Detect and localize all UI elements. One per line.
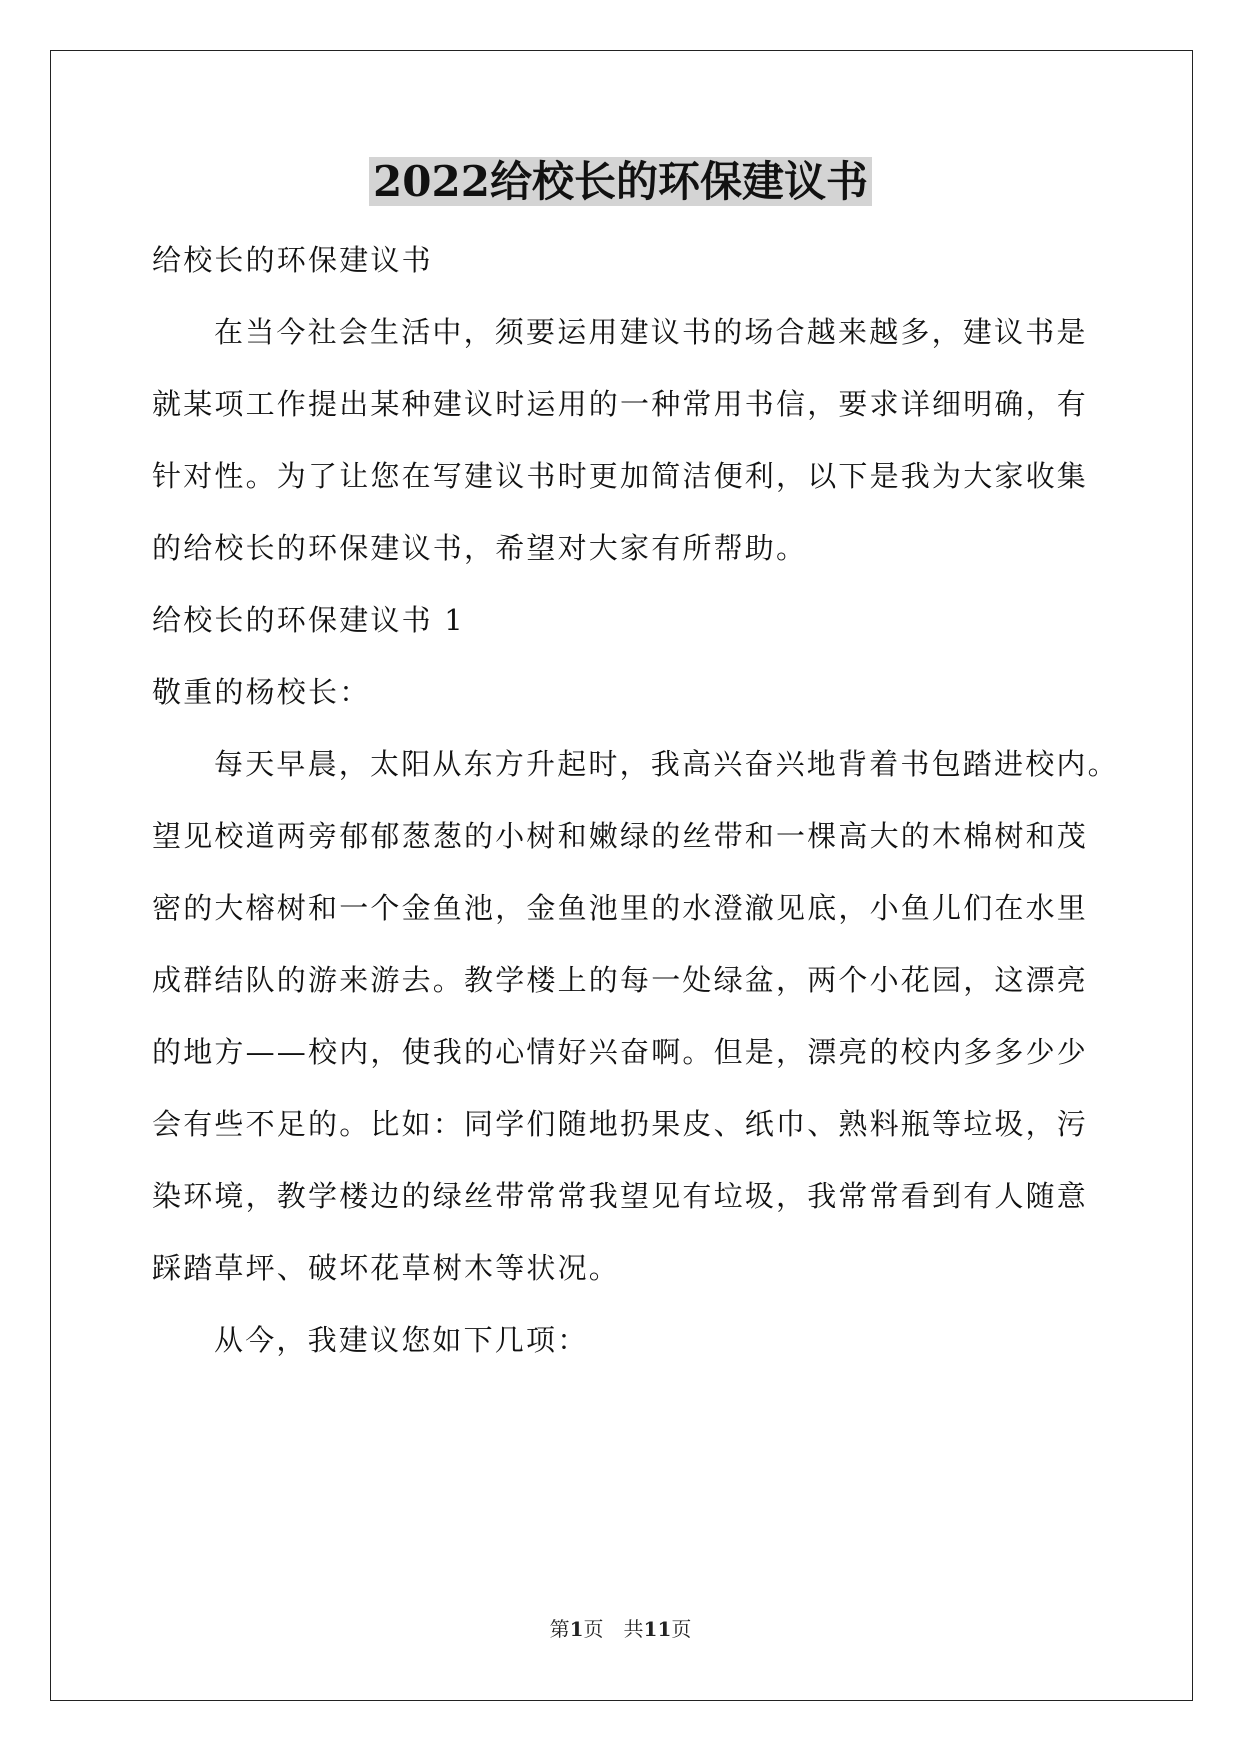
- page-footer: [0, 1615, 1241, 1643]
- section-heading: 给校长的环保建议书 1: [152, 603, 465, 637]
- footer-page-total: 11: [643, 1617, 672, 1641]
- footer-page-prefix: 第: [549, 1617, 570, 1641]
- document-title-text: 2022给校长的环保建议书: [369, 157, 872, 206]
- body-line: 密的大榕树和一个金鱼池，金鱼池里的水澄澈见底，小鱼儿们在水里: [152, 891, 1089, 925]
- body-line: 染环境，教学楼边的绿丝带常常我望见有垃圾，我常常看到有人随意: [152, 1179, 1089, 1213]
- body-line: 成群结队的游来游去。教学楼上的每一处绿盆，两个小花园，这漂亮: [152, 963, 1089, 997]
- salutation: 敬重的杨校长：: [152, 675, 371, 709]
- intro-line: 的给校长的环保建议书，希望对大家有所帮助。: [152, 531, 808, 565]
- body-line: 踩踏草坪、破坏花草树木等状况。: [152, 1251, 621, 1285]
- footer-page-mid: 页 共: [583, 1617, 644, 1641]
- body-line: 每天早晨，太阳从东方升起时，我高兴奋兴地背着书包踏进校内。: [214, 747, 1119, 781]
- body-line: 会有些不足的。比如：同学们随地扔果皮、纸巾、熟料瓶等垃圾，污: [152, 1107, 1089, 1141]
- body-line: 的地方——校内，使我的心情好兴奋啊。但是，漂亮的校内多多少少: [152, 1035, 1089, 1069]
- footer-page-current: 1: [569, 1617, 584, 1641]
- main-heading: 给校长的环保建议书: [152, 243, 433, 277]
- intro-line: 在当今社会生活中，须要运用建议书的场合越来越多，建议书是: [214, 315, 1088, 349]
- document-title: [0, 152, 1241, 212]
- intro-line: 针对性。为了让您在写建议书时更加简洁便利，以下是我为大家收集: [152, 459, 1089, 493]
- footer-page-suffix: 页: [671, 1617, 692, 1641]
- closing-line: 从今，我建议您如下几项：: [214, 1323, 589, 1357]
- page-border: [50, 50, 1193, 1701]
- body-line: 望见校道两旁郁郁葱葱的小树和嫩绿的丝带和一棵高大的木棉树和茂: [152, 819, 1089, 853]
- intro-line: 就某项工作提出某种建议时运用的一种常用书信，要求详细明确，有: [152, 387, 1089, 421]
